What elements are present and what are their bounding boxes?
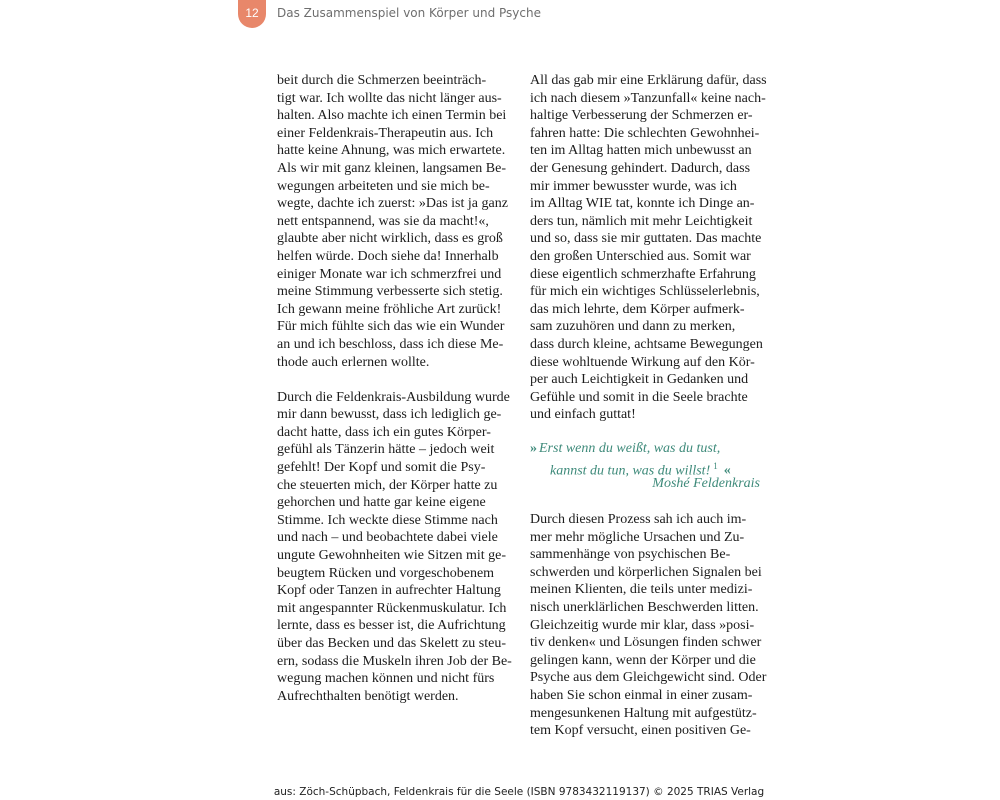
text-line: tiv denken« und Lösungen finden schwer (530, 635, 762, 651)
text-line: und einfach guttat! (530, 407, 636, 423)
text-line: nisch unerklärlichen Beschwerden litten. (530, 599, 759, 615)
text-line: ungute Gewohnheiten wie Sitzen mit ge- (277, 548, 506, 564)
page-number: 12 (245, 6, 259, 20)
text-line: Kopf oder Tanzen in aufrechter Haltung (277, 583, 501, 599)
text-line: diese eigentlich schmerzhafte Erfahrung (530, 266, 756, 282)
left-paragraph-2 (277, 389, 517, 706)
text-line: einer Feldenkrais-Therapeutin aus. Ich (277, 125, 494, 141)
text-line: All das gab mir eine Erklärung dafür, dass (530, 73, 767, 88)
text-line: und so, dass sie mir guttaten. Das machte (530, 231, 762, 247)
text-line: Durch diesen Prozess sah ich auch im- (530, 512, 747, 527)
page-number-badge (238, 0, 266, 28)
quote-author: Moshé Feldenkrais (652, 476, 760, 491)
right-column-bottom (530, 511, 770, 740)
text-line: gefühl als Tänzerin hätte – jedoch weit (277, 442, 495, 458)
text-line: den großen Unterschied aus. Somit war (530, 248, 751, 264)
quote-open-mark: » (530, 441, 537, 456)
text-line: helfen würde. Doch siehe da! Innerhalb (277, 248, 499, 264)
text-line: nett entspannend, was sie da macht!«, (277, 213, 489, 229)
text-line: schwerden und körperlichen Signalen bei (530, 564, 762, 580)
text-line: für mich ein wichtiges Schlüsselerlebnis, (530, 284, 760, 300)
text-line: beit durch die Schmerzen beeinträch- (277, 73, 487, 88)
text-line: dass durch kleine, achtsame Bewegungen (530, 336, 763, 352)
text-line: mir immer bewusster wurde, was ich (530, 178, 737, 194)
text-line: wegungen arbeiteten und sie mich be- (277, 178, 490, 194)
text-line: mengesunkenen Haltung mit aufgestütz- (530, 705, 757, 721)
text-line: mit angespannter Rückenmuskulatur. Ich (277, 600, 507, 616)
text-line: ich nach diesem »Tanzunfall« keine nach- (530, 90, 766, 106)
quote-text-1: Erst wenn du weißt, was du tust, (539, 441, 721, 456)
text-line: der Genesung gehindert. Dadurch, dass (530, 160, 751, 176)
pull-quote (530, 440, 760, 493)
text-line: an und ich beschloss, dass ich diese Me- (277, 336, 504, 352)
text-line: Stimme. Ich weckte diese Stimme nach (277, 512, 498, 528)
quote-line-1 (530, 440, 760, 458)
quote-text-2: kannst du tun, was du willst! (550, 463, 711, 479)
text-line: mer mehr mögliche Ursachen und Zu- (530, 529, 745, 545)
text-line: haben Sie schon einmal in einer zusam- (530, 687, 753, 703)
text-line: das mich lehrte, dem Körper aufmerk- (530, 301, 745, 317)
text-line: Durch die Feldenkrais-Ausbildung wurde (277, 389, 510, 405)
text-line: hatte keine Ahnung, was mich erwartete. (277, 143, 506, 159)
text-line: ten im Alltag hatten mich unbewusst an (530, 143, 752, 159)
text-line: Gefühle und somit in die Seele brachte (530, 389, 748, 405)
text-line: im Alltag WIE tat, konnte ich Dinge an- (530, 196, 755, 212)
left-paragraph-1 (277, 72, 517, 371)
text-line: diese wohltuende Wirkung auf den Kör- (530, 354, 755, 370)
text-line: mir dann bewusst, dass ich lediglich ge- (277, 407, 502, 423)
text-line: per auch Leichtigkeit in Gedanken und (530, 372, 749, 388)
text-line: Psyche aus dem Gleichgewicht sind. Oder (530, 670, 767, 686)
text-line: meinen Klienten, die teils unter medizi- (530, 582, 753, 598)
text-line: glaubte aber nicht wirklich, dass es groß (277, 231, 503, 247)
text-line: einiger Monate war ich schmerzfrei und (277, 266, 502, 282)
text-line: gelingen kann, wenn der Körper und die (530, 652, 756, 668)
text-line: beugtem Rücken und vorgeschobenem (277, 565, 495, 581)
text-line: sam zuzuhören und dann zu merken, (530, 319, 736, 335)
text-line: gehorchen und hatte gar keine eigene (277, 495, 486, 511)
footnote-marker: 1 (713, 460, 718, 471)
text-line: sammenhänge von psychischen Be- (530, 547, 731, 563)
left-column (277, 72, 517, 705)
text-line: che steuerten mich, der Körper hatte zu (277, 477, 498, 493)
text-line: halten. Also machte ich einen Termin bei (277, 108, 507, 124)
text-line: ders tun, nämlich mit mehr Leichtigkeit (530, 213, 753, 229)
right-column-top (530, 72, 770, 424)
text-line: lernte, dass es besser ist, die Aufrichtung (277, 618, 506, 634)
text-line: gefehlt! Der Kopf und somit die Psy- (277, 460, 486, 476)
text-line: haltige Verbesserung der Schmerzen er- (530, 108, 753, 124)
text-line: wegung machen können und nicht fürs (277, 671, 495, 687)
right-paragraph-1 (530, 72, 770, 424)
text-line: tem Kopf versucht, einen positiven Ge- (530, 723, 751, 739)
text-line: tigt war. Ich wollte das nicht länger aus- (277, 90, 502, 106)
text-line: Für mich fühlte sich das wie ein Wunder (277, 319, 505, 335)
right-paragraph-2 (530, 511, 770, 740)
text-line: thode auch erlernen wollte. (277, 354, 430, 370)
text-line: Ich gewann meine fröhliche Art zurück! (277, 301, 502, 317)
source-footer: aus: Zöch-Schüpbach, Feldenkrais für die Seele (ISBN 9783432119137) © 2025 TRIAS Verlag (273, 786, 765, 798)
quote-close-mark: « (723, 463, 731, 479)
text-line: dacht hatte, dass ich ein gutes Körper- (277, 424, 491, 440)
text-line: Gleichzeitig wurde mir klar, dass »posi- (530, 617, 755, 633)
text-line: Aufrechthalten benötigt werden. (277, 688, 459, 704)
running-head: Das Zusammenspiel von Körper und Psyche (277, 6, 541, 20)
text-line: und nach – und beobachtete dabei viele (277, 530, 498, 546)
text-line: meine Stimmung verbesserte sich stetig. (277, 284, 503, 300)
paragraph-gap (277, 371, 517, 389)
text-line: wegte, dachte ich zuerst: »Das ist ja ganz (277, 196, 508, 212)
text-line: fahren hatte: Die schlechten Gewohnhei- (530, 125, 760, 141)
text-line: Als wir mit ganz kleinen, langsamen Be- (277, 160, 506, 176)
text-line: ern, sodass die Muskeln ihren Job der Be- (277, 653, 512, 669)
text-line: über das Becken und das Skelett zu steu- (277, 636, 506, 651)
quote-line-2 (530, 458, 760, 479)
